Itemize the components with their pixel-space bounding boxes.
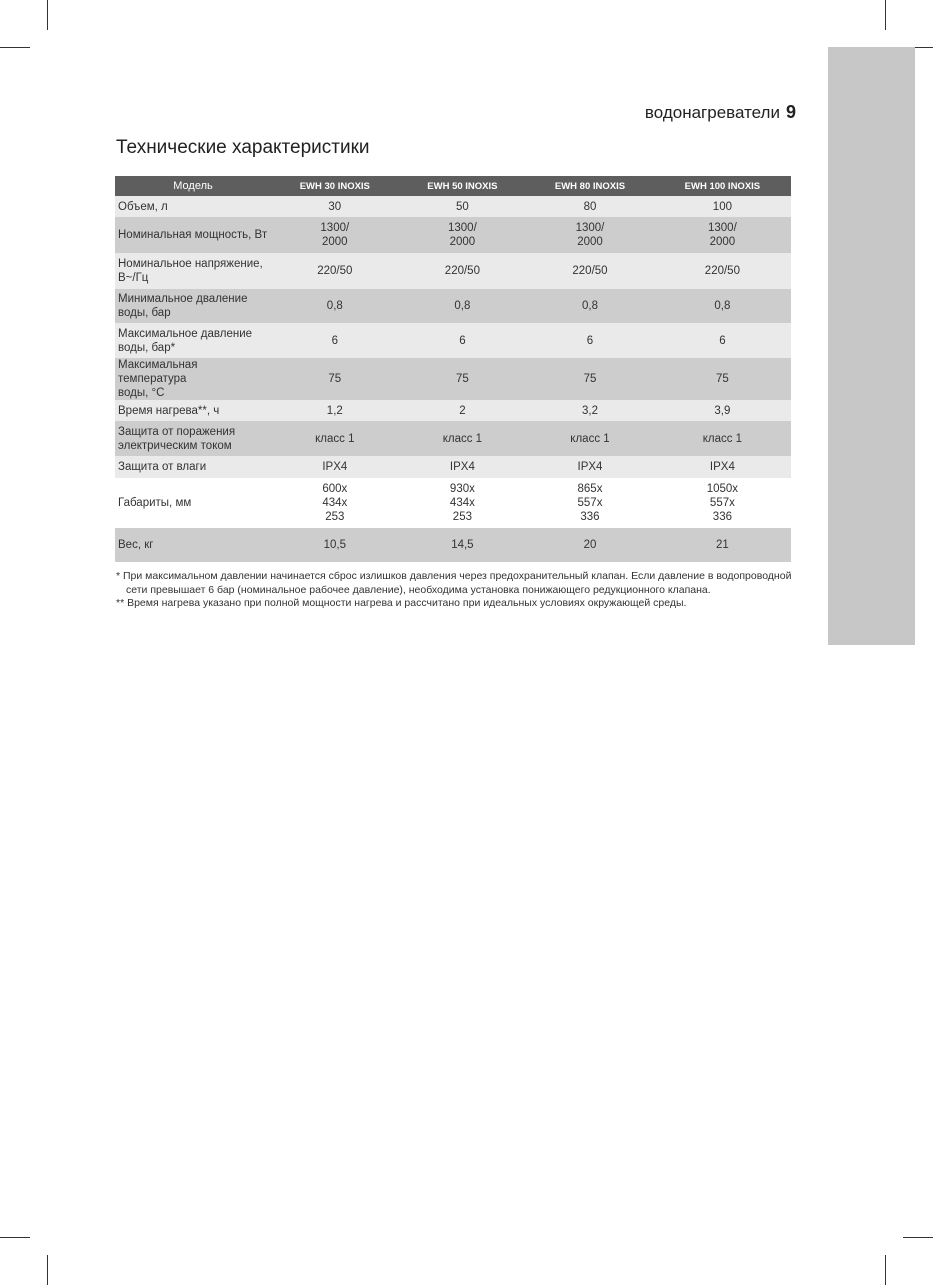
table-row bbox=[115, 358, 791, 400]
table-cell: IPX4 bbox=[654, 456, 791, 478]
crop-mark bbox=[47, 0, 48, 30]
row-label: Минимальное дваление воды, бар bbox=[115, 289, 271, 323]
table-cell: 30 bbox=[271, 196, 399, 217]
table-cell: 75 bbox=[526, 358, 654, 400]
table-cell: 14,5 bbox=[399, 528, 527, 562]
table-cell: 2 bbox=[399, 400, 527, 421]
table-cell: 75 bbox=[271, 358, 399, 400]
table-cell: 1300/ 2000 bbox=[654, 217, 791, 253]
table-cell: 1050x 557x 336 bbox=[654, 478, 791, 528]
row-label: Защита от влаги bbox=[115, 456, 271, 478]
table-cell: 80 bbox=[526, 196, 654, 217]
table-row bbox=[115, 421, 791, 456]
table-cell: 6 bbox=[526, 323, 654, 358]
table-cell: 1300/ 2000 bbox=[526, 217, 654, 253]
crop-mark bbox=[885, 0, 886, 30]
crop-mark bbox=[885, 1255, 886, 1285]
crop-mark bbox=[903, 1237, 933, 1238]
footnote: * При максимальном давлении начинается сброс излишков давления через предохранительный клапан. Если давление в водопроводной сети превышает 6 бар (номинальное рабочее давление), необходима установка понижающего редукционного клапана. bbox=[116, 570, 792, 596]
table-cell: 6 bbox=[654, 323, 791, 358]
table-cell: 0,8 bbox=[526, 289, 654, 323]
table-cell: 220/50 bbox=[399, 253, 527, 289]
row-label: Номинальное напряжение, В~/Гц bbox=[115, 253, 271, 289]
table-cell: 75 bbox=[654, 358, 791, 400]
row-label: Время нагрева**, ч bbox=[115, 400, 271, 421]
section-title: водонагреватели bbox=[644, 103, 780, 122]
table-cell: 1,2 bbox=[271, 400, 399, 421]
table-cell: 220/50 bbox=[526, 253, 654, 289]
table-row bbox=[115, 253, 791, 289]
table-cell: класс 1 bbox=[654, 421, 791, 456]
table-cell: 20 bbox=[526, 528, 654, 562]
table-row bbox=[115, 196, 791, 217]
row-label: Вес, кг bbox=[115, 528, 271, 562]
page-header bbox=[0, 102, 796, 123]
table-row bbox=[115, 528, 791, 562]
table-cell: 3,9 bbox=[654, 400, 791, 421]
row-label: Защита от поражения электрическим током bbox=[115, 421, 271, 456]
column-header: EWH 100 INOXIS bbox=[654, 176, 791, 196]
table-cell: 100 bbox=[654, 196, 791, 217]
table-cell: 220/50 bbox=[654, 253, 791, 289]
side-tab bbox=[828, 47, 915, 645]
table-cell: 6 bbox=[271, 323, 399, 358]
table-row bbox=[115, 217, 791, 253]
table-row bbox=[115, 323, 791, 358]
table-cell: 930x 434x 253 bbox=[399, 478, 527, 528]
table-row bbox=[115, 400, 791, 421]
table-cell: 21 bbox=[654, 528, 791, 562]
row-label: Максимальное давление воды, бар* bbox=[115, 323, 271, 358]
footnote: ** Время нагрева указано при полной мощности нагрева и рассчитано при идеальных условиях окружающей среды. bbox=[116, 597, 687, 609]
page-title: Технические характеристики bbox=[116, 137, 370, 158]
table-cell: 0,8 bbox=[271, 289, 399, 323]
table-cell: 1300/ 2000 bbox=[399, 217, 527, 253]
row-label: Объем, л bbox=[115, 196, 271, 217]
crop-mark bbox=[0, 47, 30, 48]
table-header-row bbox=[115, 176, 791, 196]
table-cell: класс 1 bbox=[526, 421, 654, 456]
table-cell: IPX4 bbox=[399, 456, 527, 478]
table-cell: IPX4 bbox=[526, 456, 654, 478]
table-cell: 50 bbox=[399, 196, 527, 217]
footnotes bbox=[116, 570, 796, 611]
column-header: EWH 30 INOXIS bbox=[271, 176, 399, 196]
table-row bbox=[115, 478, 791, 528]
row-label: Габариты, мм bbox=[115, 478, 271, 528]
table-cell: 75 bbox=[399, 358, 527, 400]
table-cell: 0,8 bbox=[654, 289, 791, 323]
table-cell: 220/50 bbox=[271, 253, 399, 289]
table-cell: класс 1 bbox=[399, 421, 527, 456]
table-cell: 865x 557x 336 bbox=[526, 478, 654, 528]
table-cell: 10,5 bbox=[271, 528, 399, 562]
column-header: EWH 50 INOXIS bbox=[399, 176, 527, 196]
row-label: Номинальная мощность, Вт bbox=[115, 217, 271, 253]
table-cell: 600x 434x 253 bbox=[271, 478, 399, 528]
table-cell: 6 bbox=[399, 323, 527, 358]
column-header: EWH 80 INOXIS bbox=[526, 176, 654, 196]
table-body bbox=[115, 196, 791, 562]
crop-mark bbox=[0, 1237, 30, 1238]
table-cell: IPX4 bbox=[271, 456, 399, 478]
table-cell: 0,8 bbox=[399, 289, 527, 323]
table-row bbox=[115, 456, 791, 478]
page-number: 9 bbox=[785, 102, 796, 122]
column-header: Модель bbox=[115, 176, 271, 196]
table-cell: 3,2 bbox=[526, 400, 654, 421]
row-label: Максимальная температура воды, °С bbox=[115, 358, 271, 400]
crop-mark bbox=[47, 1255, 48, 1285]
table-cell: класс 1 bbox=[271, 421, 399, 456]
table-cell: 1300/ 2000 bbox=[271, 217, 399, 253]
table-row bbox=[115, 289, 791, 323]
specs-table bbox=[115, 176, 791, 562]
